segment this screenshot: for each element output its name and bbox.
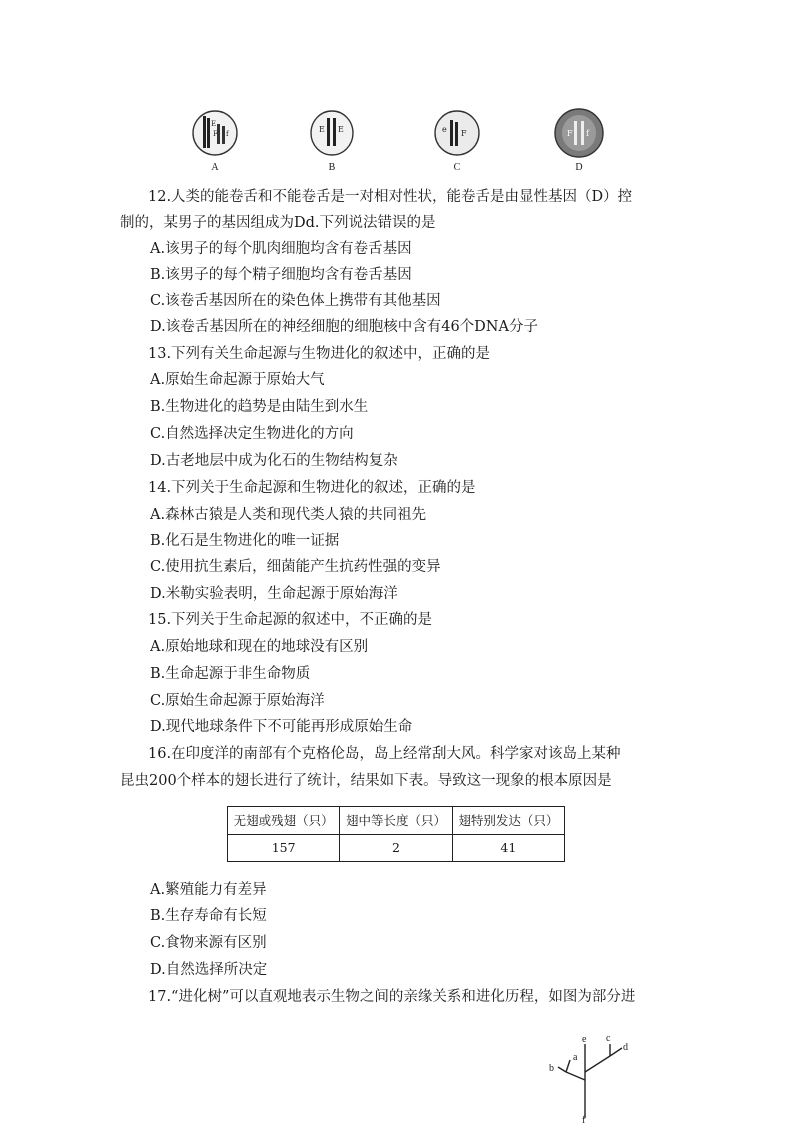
q12-stem-line2: 制的，某男子的基因组成为Dd.下列说法错误的是 [120, 215, 436, 231]
q17-stem-line1: 17.“进化树”可以直观地表示生物之间的亲缘关系和进化历程，如图为部分进 [148, 989, 636, 1005]
q12-option-d: D.该卷舌基因所在的神经细胞的细胞核中含有46个DNA分子 [150, 319, 538, 335]
q15-option-c: C.原始生命起源于原始海洋 [150, 693, 325, 709]
q13-option-c: C.自然选择决定生物进化的方向 [150, 426, 354, 442]
q12-option-c: C.该卷舌基因所在的染色体上携带有其他基因 [150, 293, 441, 309]
table-header-cell: 无翅或残翅（只） [228, 807, 340, 835]
q16-stem-line1: 16.在印度洋的南部有个克格伦岛，岛上经常刮大风。科学家对该岛上某种 [148, 746, 621, 762]
cell-figure-a [188, 106, 242, 176]
gene-label: F [213, 130, 218, 138]
gene-label: e [442, 125, 447, 134]
gene-label: E [211, 120, 217, 128]
wing-length-table [227, 806, 565, 862]
gene-label: E [338, 125, 344, 134]
q12-stem-line1: 12.人类的能卷舌和不能卷舌是一对相对性状，能卷舌是由显性基因（D）控 [148, 189, 633, 205]
q15-option-b: B.生命起源于非生命物质 [150, 666, 311, 682]
cell-figure-b [305, 106, 359, 176]
table-cell: 2 [340, 834, 452, 862]
figure-caption: D [575, 162, 583, 173]
gene-label: f [226, 130, 229, 138]
q13-option-b: B.生物进化的趋势是由陆生到水生 [150, 399, 369, 415]
q16-stem-line2: 昆虫200个样本的翅长进行了统计，结果如下表。导致这一现象的根本原因是 [120, 773, 612, 789]
q14-option-d: D.米勒实验表明，生命起源于原始海洋 [150, 586, 398, 602]
q12-option-a: A.该男子的每个肌肉细胞均含有卷舌基因 [150, 241, 412, 257]
q13-option-a: A.原始生命起源于原始大气 [150, 372, 325, 388]
q14-option-a: A.森林古猿是人类和现代类人猿的共同祖先 [150, 507, 427, 523]
gene-label: F [567, 129, 573, 138]
table-row [228, 834, 565, 862]
tree-label-e: e [582, 1034, 587, 1045]
q15-stem: 15.下列关于生命起源的叙述中，不正确的是 [148, 612, 433, 628]
gene-label: E [319, 125, 325, 134]
table-header-row [228, 807, 565, 835]
table-cell: 41 [452, 834, 564, 862]
chromosome-figures [0, 106, 794, 176]
q14-option-b: B.化石是生物进化的唯一证据 [150, 533, 340, 549]
tree-label-a: a [573, 1052, 578, 1063]
table-header-cell: 翅中等长度（只） [340, 807, 452, 835]
figure-caption: B [328, 162, 336, 173]
q14-stem: 14.下列关于生命起源和生物进化的叙述，正确的是 [148, 480, 476, 496]
q14-option-c: C.使用抗生素后，细菌能产生抗药性强的变异 [150, 559, 441, 575]
q16-option-d: D.自然选择所决定 [150, 962, 268, 978]
q13-stem: 13.下列有关生命起源与生物进化的叙述中，正确的是 [148, 346, 491, 362]
q16-option-a: A.繁殖能力有差异 [150, 882, 267, 898]
evolution-tree-diagram [540, 1030, 640, 1123]
figure-caption: C [453, 162, 461, 173]
cell-figure-d [552, 106, 606, 176]
q13-option-d: D.古老地层中成为化石的生物结构复杂 [150, 453, 398, 469]
gene-label: F [461, 129, 467, 138]
figure-caption: A [211, 162, 219, 173]
tree-label-d: d [623, 1042, 628, 1053]
tree-label-f: f [582, 1115, 586, 1123]
table-header-cell: 翅特别发达（只） [452, 807, 564, 835]
q15-option-a: A.原始地球和现在的地球没有区别 [150, 639, 369, 655]
tree-label-c: c [606, 1033, 611, 1044]
q15-option-d: D.现代地球条件下不可能再形成原始生命 [150, 719, 413, 735]
gene-label: f [586, 129, 589, 138]
table-cell: 157 [228, 834, 340, 862]
q16-option-b: B.生存寿命有长短 [150, 908, 267, 924]
cell-figure-c [430, 106, 484, 176]
q12-option-b: B.该男子的每个精子细胞均含有卷舌基因 [150, 267, 412, 283]
q16-option-c: C.食物来源有区别 [150, 935, 267, 951]
tree-label-b: b [549, 1063, 554, 1074]
